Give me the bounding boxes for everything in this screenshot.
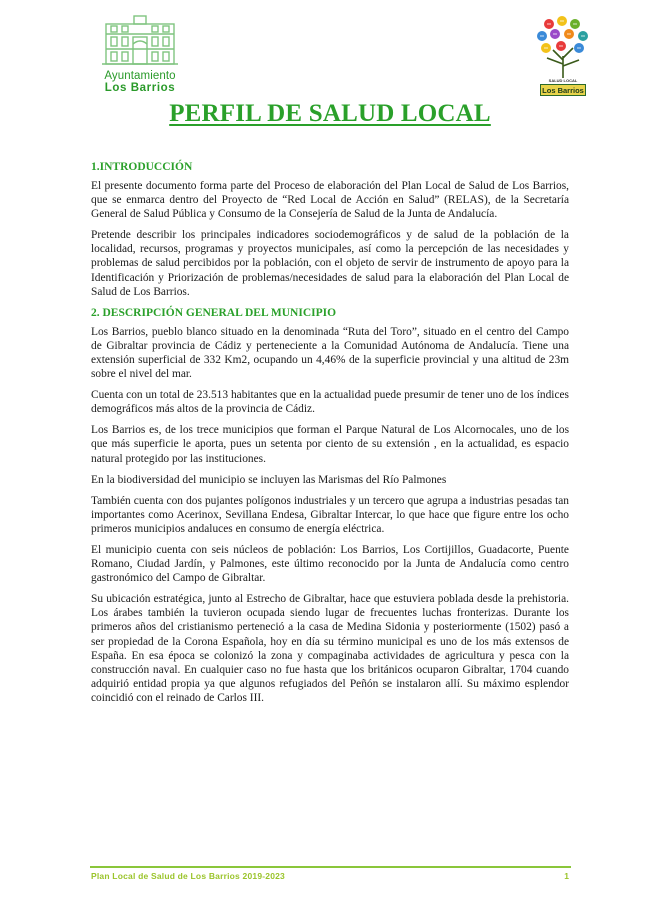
logo-line-ayuntamiento: Ayuntamiento xyxy=(104,70,176,82)
salud-local-badge xyxy=(540,78,586,100)
document-body xyxy=(91,160,569,712)
tree-of-hands-icon xyxy=(533,14,593,80)
section-heading-introduccion: 1.INTRODUCCIÓN xyxy=(91,161,193,173)
town-hall-building-icon xyxy=(100,14,180,68)
paragraph: El municipio cuenta con seis núcleos de población: Los Barrios, Los Cortijillos, Guadacorte, Puente Romano, Ciudad Jardín, y Palmones, este último reconocido por la Junta de Andalucía como centro gastronómico del Campo de Gibraltar. xyxy=(91,543,569,585)
paragraph: Los Barrios, pueblo blanco situado en la denominada “Ruta del Toro”, situado en el centro del Campo de Gibraltar provincia de Cádiz y perteneciente a la Comunidad Autónoma de Andalucía. Tiene una extensión superficial de 332 Km2, ocupando un 4,46% de la superficie provincial y una altitud de 23m sobre el nivel del mar. xyxy=(91,325,569,381)
salud-local-name: Los Barrios xyxy=(540,84,586,96)
paragraph: El presente documento forma parte del Proceso de elaboración del Plan Local de Salud de Los Barrios, que se enmarca dentro del Proyecto de “Red Local de Acción en Salud” (RELAS), de la Secretaría General de Salud Pública y Consumo de la Consejería de Salud de la Junta de Andalucía. xyxy=(91,180,569,221)
page-number: 1 xyxy=(564,871,569,881)
paragraph: Cuenta con un total de 23.513 habitantes que en la actualidad puede presumir de tener uno de los índices demográficos más altos de la provincia de Cádiz. xyxy=(91,389,569,416)
paragraph: En la biodiversidad del municipio se incluyen las Marismas del Río Palmones xyxy=(91,473,447,486)
paragraph: Pretende describir los principales indicadores sociodemográficos y de salud de la población de la localidad, recursos, programas y proyectos municipales, así como la percepción de las necesidades y problemas de salud percibidos por la población, con el objeto de servir de instrumento de apoyo para la Identificación y Priorización de problemas/necesidades de salud para la elaboración del Plan Local de Salud de Los Barrios. xyxy=(91,229,569,298)
salud-local-tagline: SALUD LOCAL xyxy=(548,78,578,83)
footer-title: Plan Local de Salud de Los Barrios 2019-2023 xyxy=(91,871,285,881)
section-heading-descripcion: 2. DESCRIPCIÓN GENERAL DEL MUNICIPIO xyxy=(91,306,337,319)
salud-local-logo xyxy=(533,14,593,94)
footer-rule xyxy=(90,866,571,868)
paragraph: Su ubicación estratégica, junto al Estrecho de Gibraltar, hace que estuviera poblada desde la prehistoria. Los árabes también la tuvieron ocupada siendo lugar de frecuentes luchas fronterizas. Durante los primeros años del cristianismo perteneció a la casa de Medina Sidonia y posteriormente (1502) pasó a ser propiedad de la Corona Española, hoy en día su término municipal es uno de los más extensos de España. En esa época se colonizó la zona y compaginaba actividades de agricultura y pesca con la construcción naval. En cualquier caso no fue hasta que los británicos ocuparon Gibraltar, 1704 cuando adquirió entidad propia ya que algunos refugiados del Peñón se instalaron allí. Su máximo esplendor coincidió con el reinado de Carlos III. xyxy=(91,593,569,704)
ayuntamiento-logo xyxy=(95,14,185,94)
paragraph: También cuenta con dos pujantes polígonos industriales y un tercero que agrupa a industrias pesadas tan importantes como Acerinox, Sevillana Endesa, Gibraltar Intercar, lo que hace que figure entre los ocho primeros municipios andaluces en consumo de energía eléctrica. xyxy=(91,494,569,535)
page-title: PERFIL DE SALUD LOCAL xyxy=(169,100,491,127)
paragraph: Los Barrios es, de los trece municipios que forman el Parque Natural de Los Alcornocales, uno de los que más superficie le aporta, pues un setenta por ciento de su extensión , en la actualidad, es espacio natural protegido por las instituciones. xyxy=(91,424,569,465)
logo-line-los-barrios: Los Barrios xyxy=(104,82,176,94)
